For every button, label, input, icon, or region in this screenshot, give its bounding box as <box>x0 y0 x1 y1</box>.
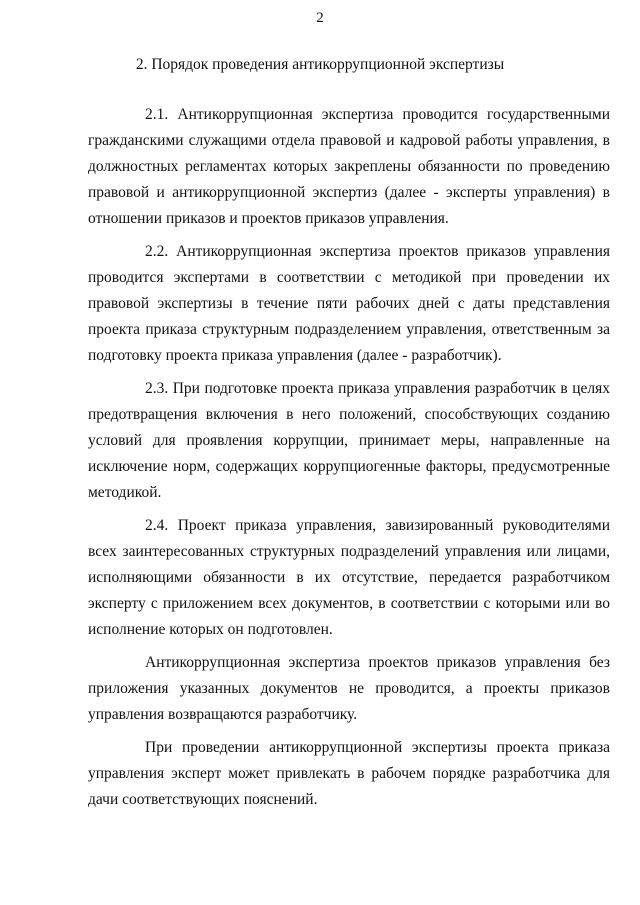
paragraph-explanations: При проведении антикоррупционной экспертизы проекта приказа управления эксперт может привлекать в рабочем порядке разработчика для дачи соответствующих пояснений. <box>88 739 610 808</box>
section-title: 2. Порядок проведения антикоррупционной экспертизы <box>135 56 505 73</box>
paragraph-2-3: 2.3. При подготовке проекта приказа управления разработчик в целях предотвращения включения в него положений, способствующих созданию условий для проявления коррупции, принимает меры, направленные на исключение норм, содержащих коррупциогенные факторы, предусмотренные методикой. <box>88 380 610 501</box>
paragraph-2-1: 2.1. Антикоррупционная экспертиза проводится государственными гражданскими служащими отдела правовой и кадровой работы управления, в должностных регламентах которых закреплены обязанности по проведению правовой и антикоррупционной экспертиз (далее - эксперты управления) в отношении приказов и проектов приказов управления. <box>88 106 610 227</box>
paragraph-no-documents: Антикоррупционная экспертиза проектов приказов управления без приложения указанных документов не проводится, а проекты приказов управления возвращаются разработчику. <box>88 654 610 723</box>
paragraph-2-4: 2.4. Проект приказа управления, завизированный руководителями всех заинтересованных структурных подразделений управления или лицами, исполняющими обязанности в их отсутствие, передается разработчиком эксперту с приложением всех документов, в соответствии с которыми или во исполнение которых он подготовлен. <box>88 517 610 638</box>
paragraph-2-2: 2.2. Антикоррупционная экспертиза проектов приказов управления проводится экспертами в соответствии с методикой при проведении их правовой экспертизы в течение пяти рабочих дней с даты представления проекта приказа структурным подразделением управления, ответственным за подготовку проекта приказа управления (далее - разработчик). <box>88 243 610 364</box>
page-number: 2 <box>316 10 324 26</box>
document-body <box>88 102 610 820</box>
